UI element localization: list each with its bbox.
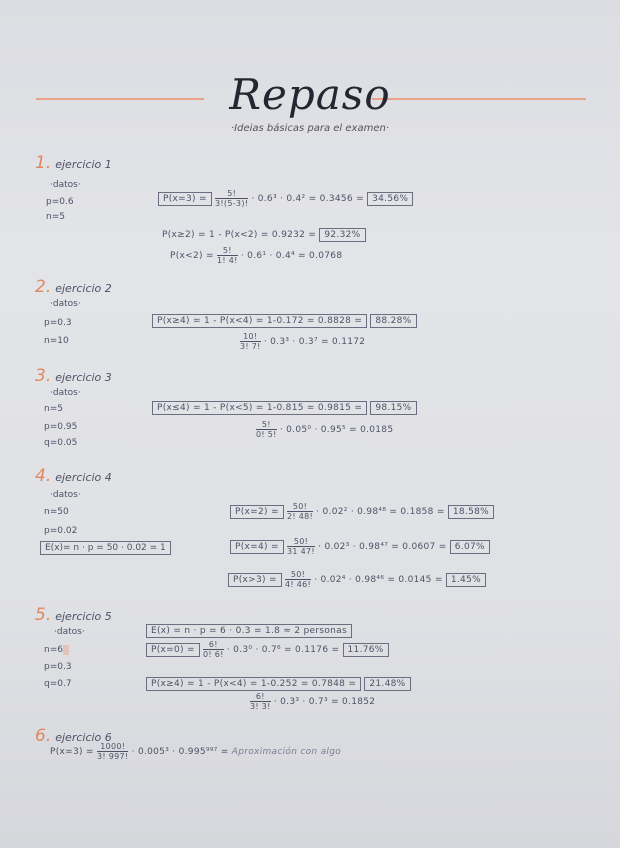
result-box: 6.07% — [450, 540, 490, 554]
exercise-title: ejercicio 6 — [55, 731, 112, 744]
exercise-title: ejercicio 3 — [55, 371, 112, 384]
exercise-2-line-2: $\frac{10!}{3! 7!}$ · 0.3³ · 0.3⁷ = 0.1172 — [240, 332, 366, 351]
exercise-title: ejercicio 1 — [55, 158, 112, 171]
fraction: $\frac{10!}{3! 7!}$ — [240, 332, 261, 351]
exercise-5-var-n: n=6 — [44, 645, 69, 655]
exercise-3-var-p: p=0.95 — [44, 422, 78, 432]
exercise-5-heading — [35, 605, 112, 625]
exercise-5-line-3 — [146, 677, 411, 691]
exercise-number: 6. — [35, 726, 52, 746]
fraction: $\frac{6!}{0! 6!}$ — [203, 640, 224, 659]
exercise-1-line-3: P(x<2) = $\frac{5!}{1! 4!}$ · 0.6¹ · 0.4⁴ = 0.0768 — [170, 246, 343, 265]
exercise-1-var-p: p=0.6 — [46, 197, 74, 207]
exercise-3-line-2: $\frac{5!}{0! 5!}$ · 0.05⁰ · 0.95⁵ = 0.0185 — [256, 420, 394, 439]
exercise-5-var-q: q=0.7 — [44, 679, 72, 689]
exercise-4-data-label: ·datos· — [50, 490, 81, 500]
exercise-6-line-1: P(x=3) = $\frac{1000!}{3! 997!}$ · 0.005³ · 0.995⁹⁹⁷ = Aproximación con algo — [50, 742, 342, 761]
exercise-4-line-1: P(x=2) = $\frac{50!}{2! 48!}$ · 0.02² · 0.98⁴⁸ = 0.1858 = 18.58% — [230, 502, 494, 521]
result-box: 18.58% — [448, 505, 494, 519]
page-subtitle: ·Ideias básicas para el examen· — [230, 123, 389, 134]
equation-box: P(x≥4) = 1 - P(x<4) = 1-0.172 = 0.8828 = — [152, 314, 367, 328]
exercise-2-var-p: p=0.3 — [44, 318, 72, 328]
exercise-2-var-n: n=10 — [44, 336, 69, 346]
fraction: $\frac{5!}{1! 4!}$ — [217, 246, 238, 265]
approximation-note: Aproximación con algo — [231, 747, 342, 757]
exercise-5-var-p: p=0.3 — [44, 662, 72, 672]
exercise-2-data-label: ·datos· — [50, 299, 81, 309]
exercise-3-var-n: n=5 — [44, 404, 63, 414]
exercise-1-line-2: P(x≥2) = 1 - P(x<2) = 0.9232 = 92.32% — [162, 228, 366, 242]
exercise-3-heading — [35, 366, 112, 386]
equation-box: P(x=0) = — [146, 643, 200, 657]
exercise-1-heading — [35, 153, 112, 173]
exercise-title: ejercicio 2 — [55, 282, 112, 295]
result-box: 92.32% — [319, 228, 365, 242]
exercise-1-line-1: P(x=3) = $\frac{5!}{3!(5-3)!}$ · 0.6³ · 0.4² = 0.3456 = 34.56% — [158, 189, 413, 208]
exercise-4-line-2: P(x=4) = $\frac{50!}{31 47!}$ · 0.02³ · 0.98⁴⁷ = 0.0607 = 6.07% — [230, 537, 490, 556]
equation-box: P(x=4) = — [230, 540, 284, 554]
fraction: $\frac{50!}{4! 46!}$ — [285, 570, 312, 589]
result-box: 1.45% — [446, 573, 486, 587]
exercise-4-heading — [35, 466, 112, 486]
exercise-2-line-1 — [152, 314, 417, 328]
result-box: 34.56% — [367, 192, 413, 206]
equation-box: P(x=3) = — [158, 192, 212, 206]
exercise-4-var-p: p=0.02 — [44, 526, 78, 536]
equation-box: P(x>3) = — [228, 573, 282, 587]
exercise-title: ejercicio 4 — [55, 471, 112, 484]
fraction: $\frac{5!}{0! 5!}$ — [256, 420, 277, 439]
fraction: $\frac{6!}{3! 3!}$ — [250, 692, 271, 711]
result-box: 98.15% — [370, 401, 416, 415]
exercise-5-data-label: ·datos· — [54, 627, 85, 637]
equation-box: P(x=2) = — [230, 505, 284, 519]
fraction: $\frac{1000!}{3! 997!}$ — [97, 742, 129, 761]
equation-box: P(x≥4) = 1 - P(x<4) = 1-0.252 = 0.7848 = — [146, 677, 361, 691]
exercise-3-var-q: q=0.05 — [44, 438, 78, 448]
exercise-4-var-n: n=50 — [44, 507, 69, 517]
exercise-number: 2. — [35, 277, 52, 297]
exercise-3-line-1 — [152, 401, 417, 415]
exercise-5-line-4: $\frac{6!}{3! 3!}$ · 0.3³ · 0.7³ = 0.1852 — [250, 692, 376, 711]
page-title: Repaso — [229, 70, 391, 119]
exercise-number: 5. — [35, 605, 52, 625]
result-box: 88.28% — [370, 314, 416, 328]
exercise-2-heading — [35, 277, 112, 297]
exercise-number: 4. — [35, 466, 52, 486]
result-box: 11.76% — [343, 643, 389, 657]
exercise-4-expectation: E(x)= n · p = 50 · 0.02 = 1 — [40, 541, 171, 555]
fraction: $\frac{50!}{2! 48!}$ — [287, 502, 314, 521]
exercise-number: 3. — [35, 366, 52, 386]
exercise-1-var-n: n=5 — [46, 212, 65, 222]
fraction: $\frac{50!}{31 47!}$ — [287, 537, 315, 556]
fraction: $\frac{5!}{3!(5-3)!}$ — [215, 189, 249, 208]
equation-box: E(x) = n · p = 6 · 0.3 = 1.8 ≈ 2 personas — [146, 624, 352, 638]
equation-box: P(x≤4) = 1 - P(x<5) = 1-0.815 = 0.9815 = — [152, 401, 367, 415]
exercise-3-data-label: ·datos· — [50, 388, 81, 398]
exercise-4-line-3: P(x>3) = $\frac{50!}{4! 46!}$ · 0.02⁴ · 0.98⁴⁶ = 0.0145 = 1.45% — [228, 570, 486, 589]
exercise-5-line-2: P(x=0) = $\frac{6!}{0! 6!}$ · 0.3⁰ · 0.7⁶ = 0.1176 = 11.76% — [146, 640, 389, 659]
exercise-1-data-label: ·datos· — [50, 180, 81, 190]
result-box: 21.48% — [364, 677, 410, 691]
exercise-number: 1. — [35, 153, 52, 173]
exercise-title: ejercicio 5 — [55, 610, 112, 623]
exercise-5-line-1 — [146, 624, 352, 638]
